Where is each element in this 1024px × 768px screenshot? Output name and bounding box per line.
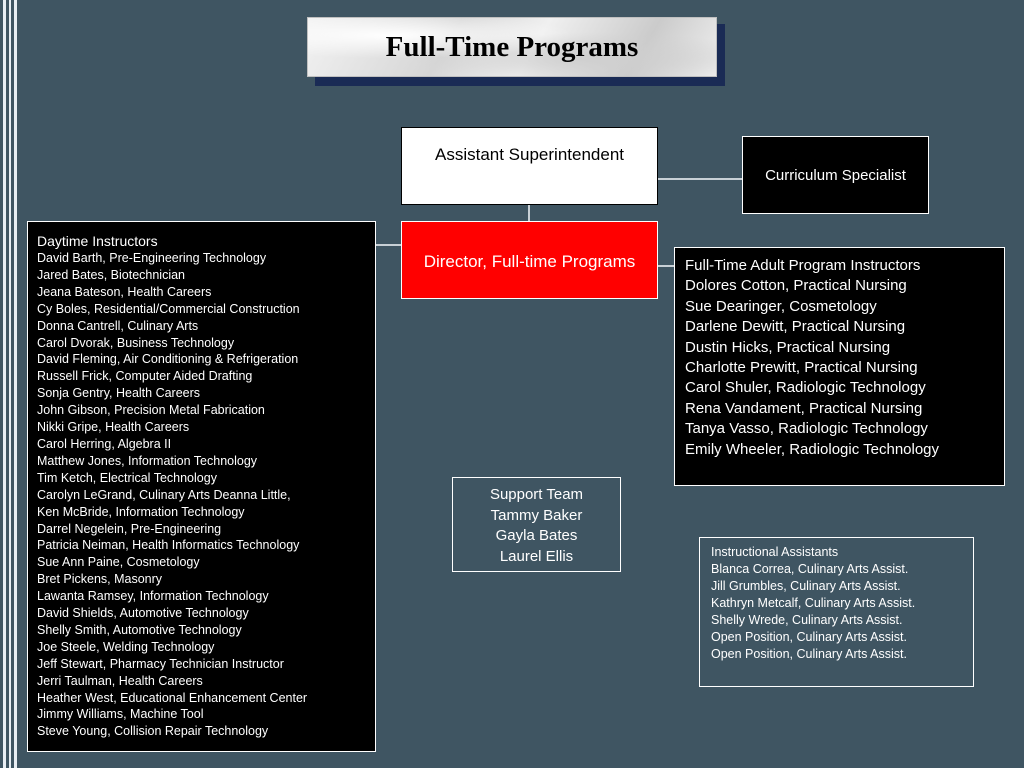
daytime-instructor-item: Carol Dvorak, Business Technology xyxy=(37,335,235,350)
daytime-instructor-item: Heather West, Educational Enhancement Center xyxy=(37,690,308,705)
instructional-assistant-item: Open Position, Culinary Arts Assist. xyxy=(711,647,907,661)
daytime-instructor-item: Matthew Jones, Information Technology xyxy=(37,453,258,468)
daytime-instructor-item: Jeana Bateson, Health Careers xyxy=(37,284,212,299)
director-label: Director, Full-time Programs xyxy=(423,252,636,271)
daytime-instructor-item: Donna Cantrell, Culinary Arts xyxy=(37,318,199,333)
instructional-assistant-item: Blanca Correa, Culinary Arts Assist. xyxy=(711,562,909,576)
daytime-instructor-item: Ken McBride, Information Technology xyxy=(37,504,245,519)
daytime-instructor-item: Steve Young, Collision Repair Technology xyxy=(37,724,269,739)
daytime-instructor-item: Jimmy Williams, Machine Tool xyxy=(37,707,204,722)
assistant-superintendent-box xyxy=(401,127,658,205)
rail-stripe xyxy=(9,0,11,768)
support-team-member: Tammy Baker xyxy=(490,506,583,524)
rail-stripe xyxy=(14,0,17,768)
adult-instructor-item: Carol Shuler, Radiologic Technology xyxy=(685,379,926,397)
page-title: Full-Time Programs xyxy=(385,30,639,63)
adult-instructors-list xyxy=(685,256,1004,460)
curriculum-specialist-label: Curriculum Specialist xyxy=(765,166,906,184)
daytime-instructors-list xyxy=(37,250,375,740)
instructional-assistants-heading: Instructional Assistants xyxy=(711,545,839,559)
rail-stripe xyxy=(3,0,6,768)
support-team-list xyxy=(453,485,620,567)
daytime-instructor-item: Shelly Smith, Automotive Technology xyxy=(37,622,242,637)
support-team-member: Gayla Bates xyxy=(495,527,578,544)
adult-instructors-heading: Full-Time Adult Program Instructors xyxy=(685,257,921,274)
daytime-instructor-item: Carolyn LeGrand, Culinary Arts Deanna Little, xyxy=(37,487,291,502)
assistant-superintendent-label: Assistant Superintendent xyxy=(434,145,624,164)
support-team-member: Laurel Ellis xyxy=(499,547,574,565)
daytime-instructor-item: Patricia Neiman, Health Informatics Technology xyxy=(37,538,300,553)
daytime-instructor-item: Bret Pickens, Masonry xyxy=(37,572,163,587)
daytime-instructor-item: Lawanta Ramsey, Information Technology xyxy=(37,589,269,604)
adult-instructor-item: Sue Dearinger, Cosmetology xyxy=(685,297,877,315)
daytime-instructor-item: Tim Ketch, Electrical Technology xyxy=(37,470,217,485)
daytime-instructor-item: Cy Boles, Residential/Commercial Construction xyxy=(37,301,300,316)
left-decorative-rail xyxy=(0,0,22,768)
instructional-assistant-item: Kathryn Metcalf, Culinary Arts Assist. xyxy=(711,596,916,610)
daytime-instructor-item: Nikki Gripe, Health Careers xyxy=(37,420,190,435)
support-team-heading: Support Team xyxy=(489,486,584,503)
daytime-instructors-heading: Daytime Instructors xyxy=(37,233,158,249)
daytime-instructor-item: Jared Bates, Biotechnician xyxy=(37,267,186,282)
daytime-instructor-item: David Fleming, Air Conditioning & Refrigeration xyxy=(37,352,299,367)
daytime-instructors-box xyxy=(27,221,376,752)
instructional-assistants-list xyxy=(711,544,973,663)
instructional-assistants-box xyxy=(699,537,974,687)
instructional-assistant-item: Open Position, Culinary Arts Assist. xyxy=(711,630,907,644)
daytime-instructor-item: Jeff Stewart, Pharmacy Technician Instructor xyxy=(37,656,284,671)
daytime-instructor-item: Sonja Gentry, Health Careers xyxy=(37,386,201,401)
daytime-instructor-item: Darrel Negelein, Pre-Engineering xyxy=(37,521,222,536)
daytime-instructor-item: Jerri Taulman, Health Careers xyxy=(37,673,203,688)
daytime-instructor-item: Carol Herring, Algebra II xyxy=(37,436,172,451)
adult-instructor-item: Emily Wheeler, Radiologic Technology xyxy=(685,440,940,458)
instructional-assistant-item: Jill Grumbles, Culinary Arts Assist. xyxy=(711,579,901,593)
adult-instructor-item: Rena Vandament, Practical Nursing xyxy=(685,399,923,417)
connector-director-daytime xyxy=(376,244,402,246)
adult-instructor-item: Darlene Dewitt, Practical Nursing xyxy=(685,318,906,336)
adult-instructor-item: Charlotte Prewitt, Practical Nursing xyxy=(685,359,918,377)
daytime-instructor-item: Joe Steele, Welding Technology xyxy=(37,639,215,654)
curriculum-specialist-box xyxy=(742,136,929,214)
connector-superintendent-curriculum xyxy=(657,178,743,180)
instructional-assistant-item: Shelly Wrede, Culinary Arts Assist. xyxy=(711,613,903,627)
daytime-instructor-item: Sue Ann Paine, Cosmetology xyxy=(37,555,200,570)
daytime-instructor-item: David Barth, Pre-Engineering Technology xyxy=(37,251,267,265)
connector-superintendent-director xyxy=(528,204,530,222)
support-team-box xyxy=(452,477,621,572)
adult-instructor-item: Dolores Cotton, Practical Nursing xyxy=(685,277,907,295)
director-box xyxy=(401,221,658,299)
daytime-instructor-item: Russell Frick, Computer Aided Drafting xyxy=(37,369,253,384)
adult-instructor-item: Dustin Hicks, Practical Nursing xyxy=(685,338,891,356)
connector-director-adult xyxy=(657,265,675,267)
daytime-instructor-item: John Gibson, Precision Metal Fabrication xyxy=(37,403,265,418)
daytime-instructor-item: David Shields, Automotive Technology xyxy=(37,606,249,621)
adult-instructors-box xyxy=(674,247,1005,486)
adult-instructor-item: Tanya Vasso, Radiologic Technology xyxy=(685,420,928,438)
title-banner xyxy=(307,17,717,77)
